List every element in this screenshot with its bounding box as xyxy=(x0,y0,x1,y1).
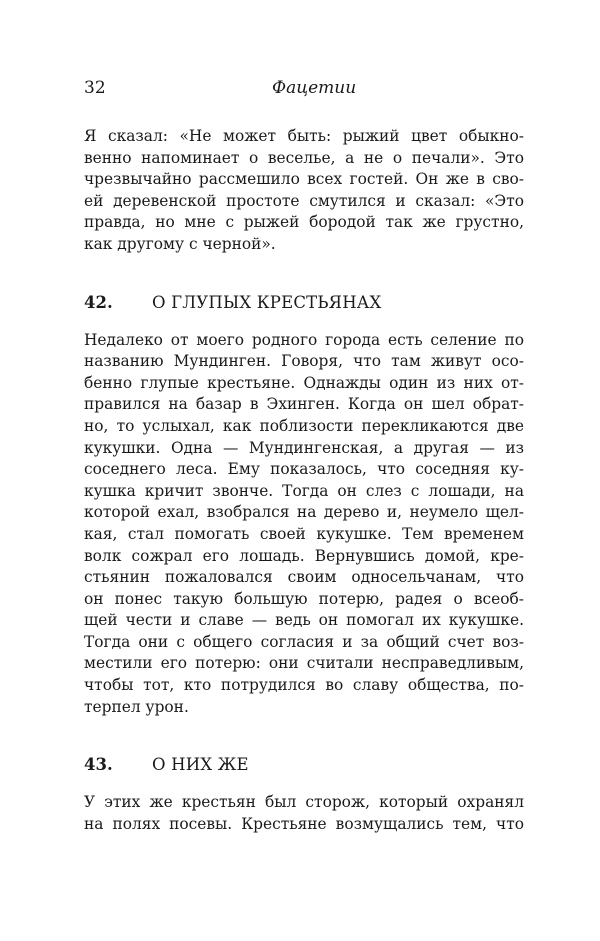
book-page xyxy=(84,70,524,835)
text-line: ей деревенской простоте смутился и сказал: «Это xyxy=(84,191,524,210)
section-43-paragraph xyxy=(84,792,524,835)
text-line: щей чести и славе — ведь он помогал их кукушке. xyxy=(84,611,524,630)
text-line: волк сожрал его лошадь. Вернувшись домой, кре- xyxy=(84,546,524,565)
text-line: но, то услыхал, как поблизости перекликаются две xyxy=(84,416,524,435)
section-heading-43 xyxy=(84,754,524,776)
text-line: правда, но мне с рыжей бородой так же грустно, xyxy=(84,213,524,232)
text-line: правился на базар в Эхинген. Когда он шел обрат- xyxy=(84,395,524,414)
text-line: У этих же крестьян был сторож, который охранял xyxy=(84,793,524,812)
text-line: чрезвычайно рассмешило всех гостей. Он же в сво- xyxy=(84,170,524,189)
section-heading-42 xyxy=(84,292,524,314)
text-line: на полях посевы. Крестьяне возмущались тем, что xyxy=(84,814,524,833)
text-line: чтобы тот, кто потрудился во славу общества, по- xyxy=(84,676,524,695)
text-line: стьянин пожаловался своим односельчанам, что xyxy=(84,568,524,587)
text-line: соседнего леса. Ему показалось, что соседняя ку- xyxy=(84,460,524,479)
text-line: которой ехал, взобрался на дерево и, неумело щел- xyxy=(84,503,524,522)
page-number: 32 xyxy=(84,78,106,98)
running-title: Фацетии xyxy=(272,78,357,98)
text-line: кая, стал помогать своей кукушке. Тем временем xyxy=(84,524,524,543)
text-line: как другому с черной». xyxy=(84,234,276,253)
text-line: кушка кричит звонче. Тогда он слез с лошади, на xyxy=(84,481,524,500)
text-line: Я сказал: «Не может быть: рыжий цвет обыкно- xyxy=(84,127,524,145)
text-line: терпел урон. xyxy=(84,697,189,716)
section-title: О ГЛУПЫХ КРЕСТЬЯНАХ xyxy=(152,292,382,312)
intro-paragraph xyxy=(84,126,524,256)
running-head xyxy=(84,70,524,104)
text-line: он понес такую большую потерю, радея о всеоб- xyxy=(84,589,524,608)
text-line: названию Мундинген. Говоря, что там живут осо- xyxy=(84,352,524,371)
section-number: 43. xyxy=(84,755,113,775)
text-line: Недалеко от моего родного города есть селение по xyxy=(84,330,524,349)
text-line: кукушки. Одна — Мундингенская, а другая — из xyxy=(84,438,524,457)
section-title: О НИХ ЖЕ xyxy=(152,755,249,775)
section-42-paragraph xyxy=(84,330,524,719)
section-number: 42. xyxy=(84,292,113,312)
text-line: бенно глупые крестьяне. Однажды один из них от- xyxy=(84,373,524,392)
text-line: Тогда они с общего согласия и за общий счет воз- xyxy=(84,632,524,651)
text-line: венно напоминает о веселье, а не о печали». Это xyxy=(84,148,524,167)
text-line: местили его потерю: они считали несправедливым, xyxy=(84,654,524,673)
